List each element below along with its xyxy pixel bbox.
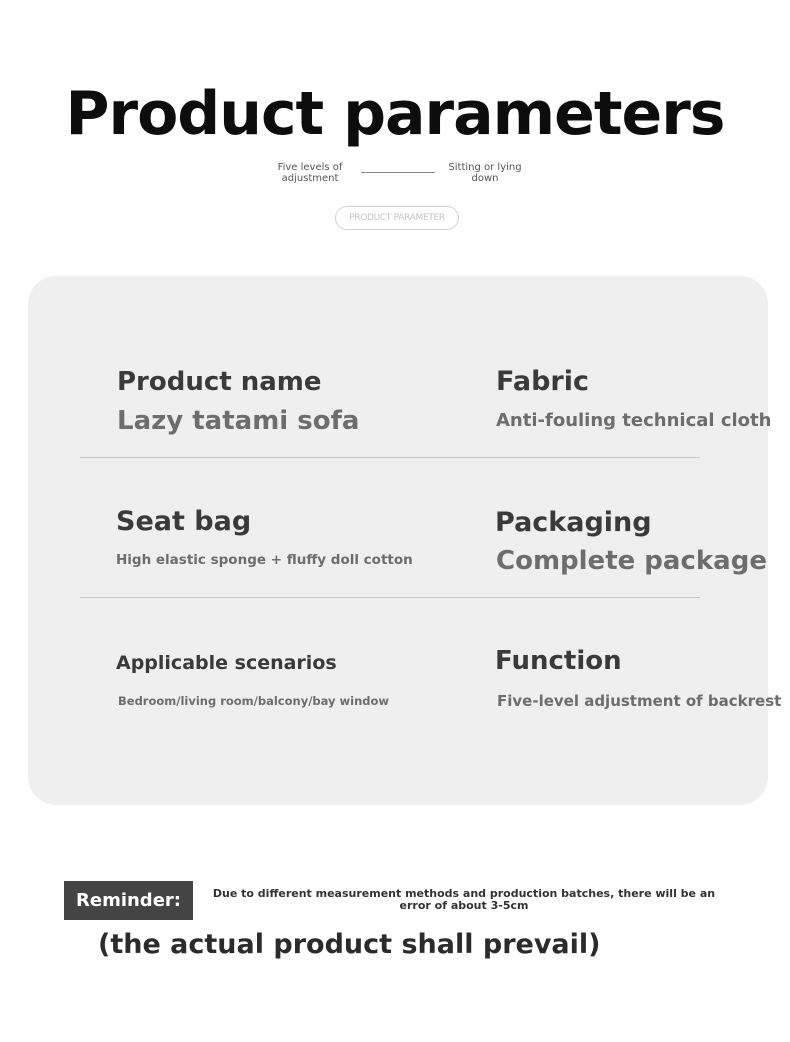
seat-bag-value: High elastic sponge + fluffy doll cotton <box>116 552 413 568</box>
row-divider-1 <box>80 457 700 458</box>
function-label: Function <box>495 646 622 676</box>
row-divider-2 <box>80 597 700 598</box>
seat-bag-label: Seat bag <box>116 506 252 537</box>
scenarios-value: Bedroom/living room/balcony/bay window <box>118 694 390 708</box>
subtitle-divider <box>361 172 435 173</box>
subtitle-left: Five levels of adjustment <box>277 162 343 184</box>
page-title: Product parameters <box>65 79 725 149</box>
product-name-label: Product name <box>117 367 322 397</box>
parameters-panel <box>28 276 768 805</box>
reminder-text: Due to different measurement methods and production batches, there will be an error of about 3-5cm <box>212 887 716 912</box>
fabric-value: Anti-fouling technical cloth <box>496 410 772 431</box>
product-name-value: Lazy tatami sofa <box>117 406 360 436</box>
product-parameter-pill: PRODUCT PARAMETER <box>335 206 459 230</box>
reminder-badge: Reminder: <box>64 881 193 920</box>
packaging-label: Packaging <box>495 507 652 538</box>
scenarios-label: Applicable scenarios <box>116 652 337 674</box>
packaging-value: Complete package <box>496 546 767 576</box>
actual-product-note: (the actual product shall prevail) <box>98 929 601 960</box>
fabric-label: Fabric <box>496 366 589 397</box>
function-value: Five-level adjustment of backrest <box>497 692 782 710</box>
subtitle-right: Sitting or lying down <box>448 162 522 184</box>
